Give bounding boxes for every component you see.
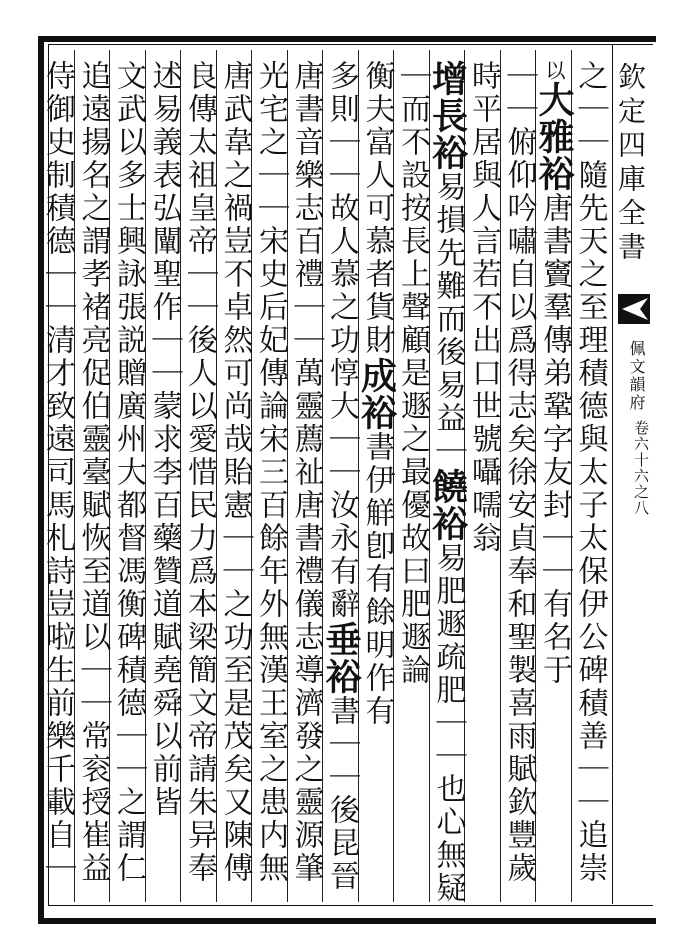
text-run: 述易義表弘闡聖作｜｜蒙求李百藥贊道賦堯舜以前皆 [146, 60, 182, 819]
text-run: 文武以多士興詠張説贈廣州大都督馮衡碑積德｜｜之謂仁 [111, 60, 146, 885]
headword: 饒裕 [426, 468, 469, 542]
text-run: 易肥遯疏肥｜｜也心無疑 [430, 542, 466, 905]
text-run: ｜｜俯仰吟嘯自以爲得志矣徐安貞奉和聖製喜雨賦欽豐歲 [501, 60, 537, 885]
headword: 增 [426, 60, 469, 97]
text-run: 時平居與人言若不出口世號囁嚅翁 [466, 60, 501, 555]
text-run: 書｜｜後昆晉 [324, 695, 359, 893]
text-run: 良傳太祖皇帝｜｜後人以愛惜民力爲本梁簡文帝請朱异奉 [182, 60, 217, 885]
text-run: 唐武韋之禍豈不卓然可尚哉貽憲｜｜之功至是茂矣又陳傅 [217, 60, 253, 885]
headword: 垂裕 [320, 621, 362, 695]
text-run: 追遠揚名之謂孝褚亮促伯靈臺賦恢至道以｜｜常衮授崔益 [75, 60, 111, 885]
text-column [36, 60, 78, 900]
text-run: ｜而不設按長上聲 [395, 60, 430, 324]
fish-tail-icon [616, 292, 652, 326]
volume-label: 卷六十六之八 [632, 420, 650, 516]
text-run: 之｜｜隨先天之至理積德與太子太保伊公碑積善｜｜追崇 [572, 60, 608, 885]
text-run: 以 [542, 60, 566, 81]
text-run: 侍御史制積德｜｜清才致遠司馬札詩豈啦生前樂千載自｜ [40, 60, 75, 885]
headword: 成裕 [355, 357, 398, 431]
text-run: 功惇大｜｜汝永有辭 [324, 324, 359, 621]
text-run: 唐書音樂志百禮｜｜萬靈薦祉唐書禮儀志導濟發之靈源肇 [288, 60, 324, 885]
text-run: 光宅之｜｜宋史后妃傳論宋三百餘年外無漢王室之患内無 [253, 60, 288, 885]
headword: 長裕 [426, 97, 469, 171]
text-run: 顧是遯之最優故曰肥遯論 [395, 324, 430, 687]
book-title: 欽定四庫全書 [614, 62, 647, 266]
text-run: 唐書竇羣傳弟鞏字友封｜｜有名于 [537, 192, 572, 687]
section-title: 佩文韻府 [627, 340, 646, 412]
text-run: 易損先難而後易益｜ [430, 171, 466, 468]
text-run: 衡夫富人可慕者貨財 [359, 60, 395, 357]
headword: 大雅裕 [533, 81, 575, 192]
text-run: 多則｜｜故人慕之 [324, 60, 359, 324]
text-run: 書伊觧卽有餘明作有 [359, 431, 395, 728]
